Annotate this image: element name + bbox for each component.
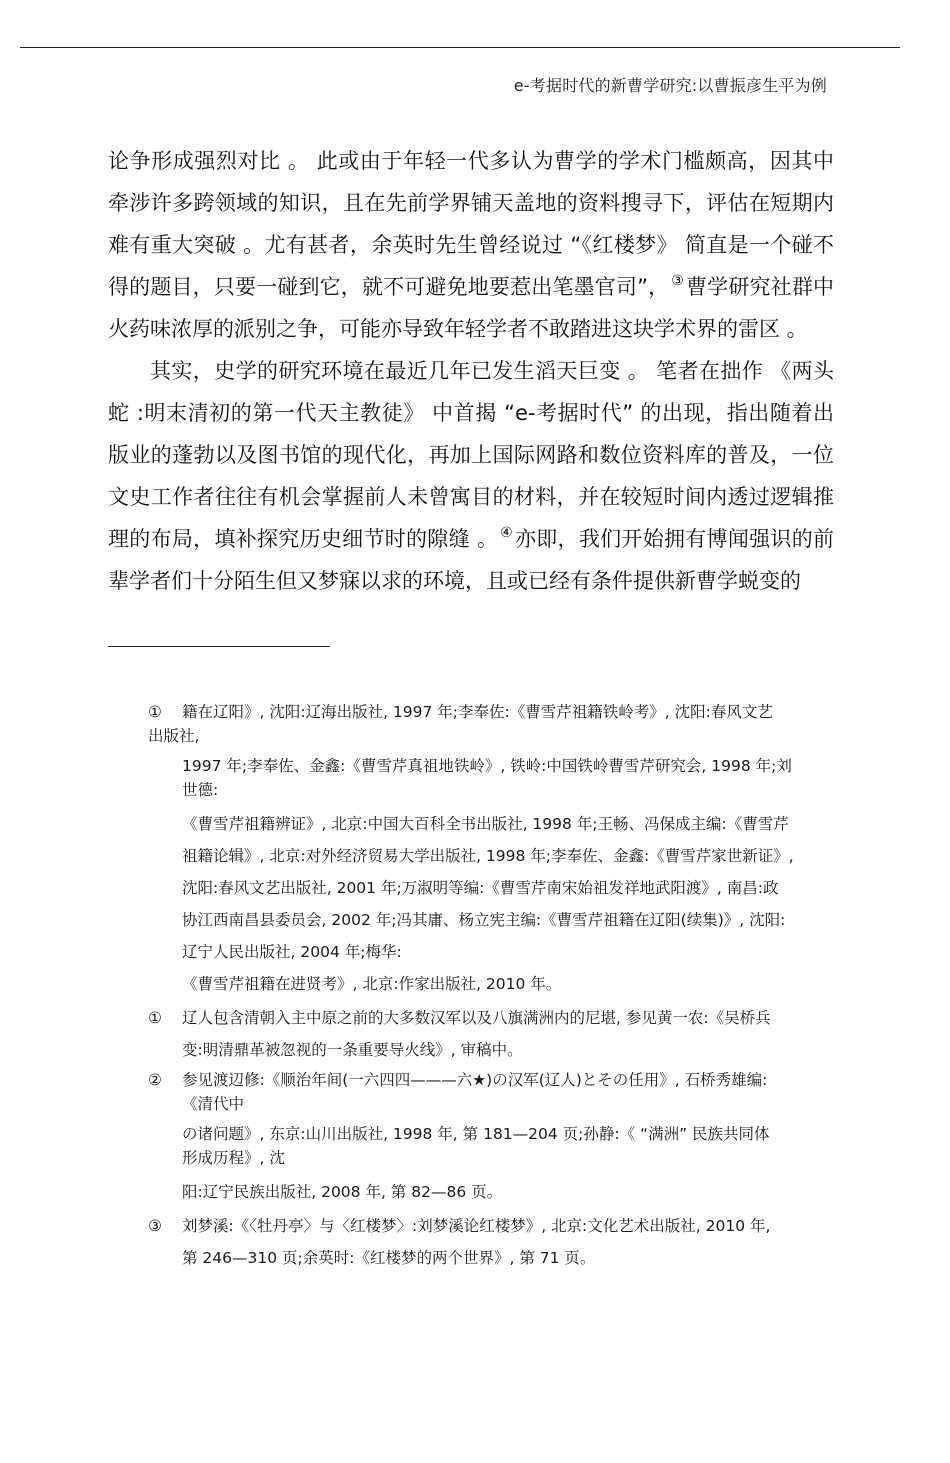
footnote-rule	[108, 646, 330, 647]
footnote-line: の诸问题》, 东京:山川出版社, 1998 年, 第 181—204 页;孙静:《 “满洲” 民族共同体	[182, 1125, 770, 1143]
running-header: e-考据时代的新曹学研究:以曹振彦生平为例	[513, 76, 827, 95]
paragraph-2-text-a: 其实，史学的研究环境在最近几年已发生滔天巨变 。 笔者在拙作 《两头蛇 :明末清初的第一代天主教徒》 中首揭 “e-考据时代” 的出现，指出随着出版业的蓬勃以及图书馆的现代化，再加上国际网路和数位资料库的普及，一位文史工作者往往有机会掌握前人未曾寓目的材料，并在较短时间内透过逻辑推理的布局，填补探究历史细节时的隙缝 。	[108, 359, 834, 551]
paragraph-1-text-a: 论争形成强烈对比 。 此或由于年轻一代多认为曹学的学术门槛颇高，因其中牵涉许多跨领域的知识，且在先前学界铺天盖地的资料搜寻下，评估在短期内难有重大突破 。尤有甚者，余英时先生曾经说过 “《红楼梦》 简直是一个碰不得的题目，只要一碰到它，就不可避免地要惹出笔墨官司”，	[108, 149, 834, 299]
footnote-3	[148, 1210, 838, 1274]
footnote-line: 阳:辽宁民族出版社, 2008 年, 第 82—86 页。	[182, 1183, 503, 1201]
footnote-line: 沈阳:春风文艺出版社, 2001 年;万淑明等编:《曹雪芹南宋始祖发祥地武阳渡》, 南昌:政	[182, 879, 779, 897]
footnote-line: 祖籍论辑》, 北京:对外经济贸易大学出版社, 1998 年;李奉佐、金鑫:《曹雪芹家世新证》,	[182, 847, 794, 865]
footnote-line: 辽宁人民出版社, 2004 年;梅华:	[182, 943, 402, 961]
footnote-1a	[148, 700, 838, 1000]
footnote-line: 协江西南昌县委员会, 2002 年;冯其庸、杨立宪主编:《曹雪芹祖籍在辽阳(续集)》, 沈阳:	[182, 911, 786, 929]
footnote-line: 《清代中	[182, 1095, 245, 1113]
footnote-mark: ①	[148, 703, 162, 721]
footnote-line: 1997 年;李奉佐、金鑫:《曹雪芹真祖地铁岭》, 铁岭:中国铁岭曹雪芹研究会, 1998 年;刘	[182, 757, 792, 775]
header-rule	[20, 47, 900, 48]
footnote-2	[148, 1068, 838, 1208]
footnote-line: 刘梦溪:《〈牡丹亭〉与〈红楼梦〉:刘梦溪论红楼梦》, 北京:文化艺术出版社, 2010 年,	[182, 1217, 771, 1235]
paragraph-2-text-b: 亦即，我们开始拥有博闻强识的前辈学者们十分陌生但又梦寐以求的环境，且或已经有条件提供新曹学蜕变的	[108, 527, 834, 593]
footnote-line: 参见渡辺修:《顺治年间(一六四四———六★)の汉军(辽人)とその任用》, 石桥秀雄编:	[182, 1071, 768, 1089]
footnote-mark: ①	[148, 1009, 162, 1027]
footnote-ref-3[interactable]: ③	[671, 273, 685, 289]
footnote-line: 《曹雪芹祖籍在进贤考》, 北京:作家出版社, 2010 年。	[182, 975, 562, 993]
footnote-line: 第 246—310 页;余英时:《红楼梦的两个世界》, 第 71 页。	[182, 1249, 596, 1267]
footnote-mark: ③	[148, 1217, 162, 1235]
body-text	[108, 140, 834, 602]
paragraph-2	[108, 350, 834, 602]
paragraph-1-text-b: 曹学研究社群中火药味浓厚的派别之争，可能亦导致年轻学者不敢踏进这块学术界的雷区 。	[108, 275, 834, 341]
footnote-mark: ②	[148, 1071, 162, 1089]
footnote-line: 辽人包含清朝入主中原之前的大多数汉军以及八旗满洲内的尼堪, 参见黄一农:《吴桥兵	[182, 1009, 771, 1027]
footnote-line: 籍在辽阳》, 沈阳:辽海出版社, 1997 年;李奉佐:《曹雪芹祖籍铁岭考》, 沈阳:春风文艺	[182, 703, 773, 721]
paragraph-1	[108, 140, 834, 350]
footnotes	[148, 700, 838, 1276]
footnote-line: 出版社,	[148, 727, 200, 745]
footnote-line: 变:明清鼎革被忽视的一条重要导火线》, 审稿中。	[182, 1041, 523, 1059]
footnote-1b	[148, 1002, 838, 1066]
footnote-line: 形成历程》, 沈	[182, 1149, 285, 1167]
footnote-ref-4[interactable]: ④	[500, 525, 513, 541]
footnote-line: 世德:	[182, 781, 219, 799]
footnote-line: 《曹雪芹祖籍辨证》, 北京:中国大百科全书出版社, 1998 年;王畅、冯保成主编:《曹雪芹	[182, 815, 789, 833]
